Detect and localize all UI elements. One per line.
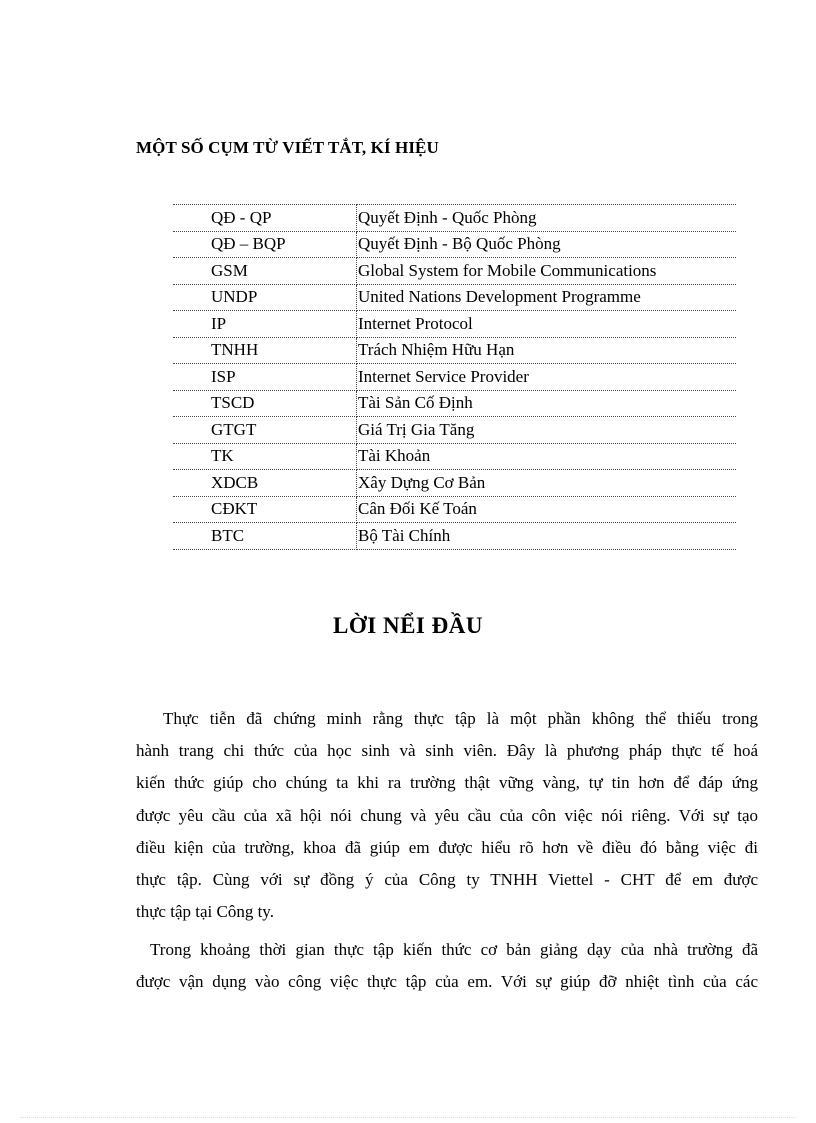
table-row — [173, 417, 736, 444]
table-row — [173, 311, 736, 338]
abbreviation-meaning: Quyết Định - Bộ Quốc Phòng — [357, 231, 737, 258]
abbreviation-meaning: Tài Sản Cố Định — [357, 390, 737, 417]
table-row — [173, 496, 736, 523]
abbreviation-meaning: Trách Nhiệm Hữu Hạn — [357, 337, 737, 364]
abbreviation-code: UNDP — [173, 284, 357, 311]
page-bottom-divider — [20, 1117, 796, 1118]
abbreviation-code: GTGT — [173, 417, 357, 444]
abbreviation-code: IP — [173, 311, 357, 338]
table-row — [173, 284, 736, 311]
abbreviation-code: QĐ – BQP — [173, 231, 357, 258]
abbreviation-meaning: Global System for Mobile Communications — [357, 258, 737, 285]
table-row — [173, 337, 736, 364]
introduction-paragraph-2 — [136, 934, 758, 998]
abbreviation-code: BTC — [173, 523, 357, 550]
table-row — [173, 443, 736, 470]
abbreviation-meaning: Bộ Tài Chính — [357, 523, 737, 550]
abbreviation-meaning: Tài Khoản — [357, 443, 737, 470]
table-row — [173, 390, 736, 417]
table-row — [173, 470, 736, 497]
table-row — [173, 364, 736, 391]
abbreviation-meaning: Cân Đối Kế Toán — [357, 496, 737, 523]
abbreviation-meaning: United Nations Development Programme — [357, 284, 737, 311]
abbreviations-heading: MỘT SỐ CỤM TỪ VIẾT TẮT, KÍ HIỆU — [136, 138, 439, 157]
paragraph-line: kiến thức giúp cho chúng ta khi ra trường thật vững vàng, tự tin hơn để đáp ứng — [136, 773, 758, 793]
abbreviation-meaning: Quyết Định - Quốc Phòng — [357, 205, 737, 232]
abbreviation-code: TNHH — [173, 337, 357, 364]
abbreviation-code: QĐ - QP — [173, 205, 357, 232]
introduction-title: LỜI NỂI ĐẦU — [333, 613, 483, 638]
table-row — [173, 258, 736, 285]
abbreviation-meaning: Internet Service Provider — [357, 364, 737, 391]
paragraph-line: hành trang chi thức của học sinh và sinh viên. Đây là phương pháp thực tế hoá — [136, 741, 758, 761]
paragraph-line: Trong khoảng thời gian thực tập kiến thức cơ bản giảng dạy của nhà trường đã — [150, 940, 758, 959]
paragraph-line: được vận dụng vào công việc thực tập của em. Với sự giúp đỡ nhiệt tình của các — [136, 972, 758, 992]
table-row — [173, 523, 736, 550]
paragraph-line: Thực tiễn đã chứng minh rằng thực tập là một phần không thể thiếu trong — [163, 709, 758, 728]
abbreviation-meaning: Xây Dựng Cơ Bản — [357, 470, 737, 497]
paragraph-line: thực tập tại Công ty. — [136, 902, 274, 922]
abbreviations-table — [173, 204, 736, 550]
abbreviation-meaning: Internet Protocol — [357, 311, 737, 338]
paragraph-line: thực tập. Cùng với sự đồng ý của Công ty TNHH Viettel - CHT để em được — [136, 870, 758, 890]
abbreviation-code: TSCD — [173, 390, 357, 417]
abbreviation-code: ISP — [173, 364, 357, 391]
abbreviation-code: GSM — [173, 258, 357, 285]
abbreviation-code: TK — [173, 443, 357, 470]
abbreviation-code: CĐKT — [173, 496, 357, 523]
table-row — [173, 205, 736, 232]
paragraph-line: điều kiện của trường, khoa đã giúp em được hiểu rõ hơn về điều đó bằng việc đi — [136, 837, 758, 857]
abbreviation-meaning: Giá Trị Gia Tăng — [357, 417, 737, 444]
paragraph-line: được yêu cầu của xã hội nói chung và yêu cầu của côn việc nói riêng. Với sự tạo — [136, 805, 758, 825]
introduction-paragraph-1 — [136, 703, 758, 928]
table-row — [173, 231, 736, 258]
abbreviation-code: XDCB — [173, 470, 357, 497]
